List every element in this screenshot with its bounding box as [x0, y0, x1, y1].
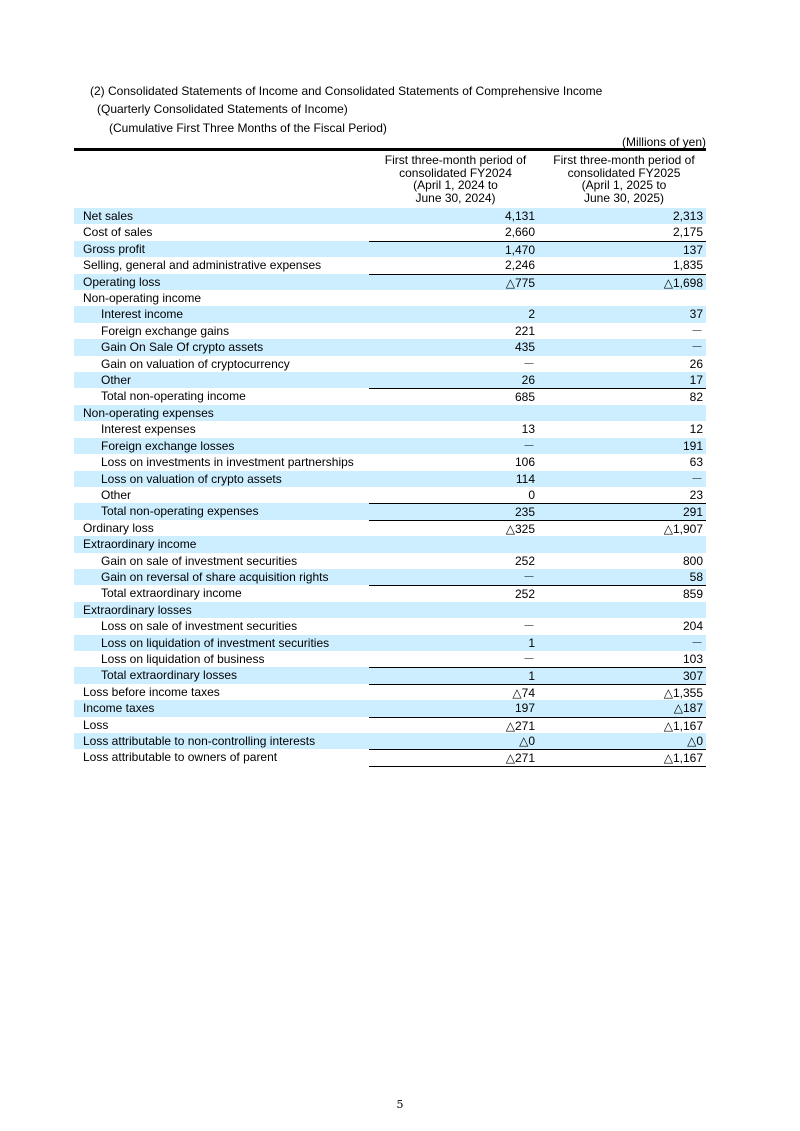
value-fy2025: 204 — [682, 619, 703, 634]
value-fy2024: △271 — [369, 749, 542, 765]
row-label: Foreign exchange losses — [101, 438, 235, 453]
table-row — [74, 503, 706, 519]
row-label: Total non-operating expenses — [101, 504, 259, 519]
row-label: Cost of sales — [83, 225, 153, 240]
value-fy2025: 82 — [542, 388, 706, 404]
value-fy2025: 859 — [542, 585, 706, 601]
value-fy2024: △325 — [369, 520, 542, 536]
row-label: Gain on valuation of cryptocurrency — [101, 356, 290, 371]
table-row — [74, 372, 706, 388]
value-fy2024: － — [522, 438, 535, 453]
table-row — [74, 749, 706, 765]
income-statement-table — [74, 148, 706, 766]
table-row — [74, 224, 706, 240]
table-row — [74, 257, 706, 273]
row-label: Other — [101, 487, 132, 502]
table-body — [74, 208, 706, 766]
value-fy2025: 1,835 — [672, 258, 703, 273]
value-fy2024: △271 — [369, 717, 542, 733]
table-row — [74, 438, 706, 454]
value-fy2024: 13 — [521, 422, 535, 437]
row-label: Loss on liquidation of business — [101, 651, 265, 666]
row-label: Net sales — [83, 209, 134, 223]
table-row — [74, 241, 706, 257]
value-fy2024 — [369, 290, 542, 306]
table-row — [74, 454, 706, 470]
table-row — [74, 553, 706, 569]
value-fy2024: － — [522, 569, 535, 584]
value-fy2024: 114 — [515, 471, 535, 486]
row-label: Operating loss — [83, 274, 161, 289]
value-fy2025: 17 — [689, 373, 703, 388]
value-fy2025: 37 — [689, 307, 703, 322]
value-fy2025: 58 — [689, 569, 703, 584]
value-fy2025: 26 — [689, 356, 703, 371]
row-label: Non-operating expenses — [83, 405, 214, 420]
value-fy2024: － — [522, 356, 535, 371]
table-row — [74, 700, 706, 716]
row-label: Extraordinary losses — [83, 602, 192, 617]
value-fy2024: 685 — [369, 388, 542, 404]
value-fy2024: 235 — [369, 503, 542, 519]
value-fy2025: 800 — [682, 553, 703, 568]
value-fy2025: △1,355 — [542, 684, 706, 700]
row-label: Loss on investments in investment partnerships — [101, 455, 354, 470]
value-fy2024: 26 — [521, 373, 535, 388]
value-fy2025: － — [690, 471, 703, 486]
statement-subtitle: (Quarterly Consolidated Statements of Income) — [97, 102, 348, 116]
row-label: Other — [101, 373, 132, 388]
page-number: 5 — [396, 1098, 404, 1111]
value-fy2025: 307 — [542, 667, 706, 683]
table-row — [74, 520, 706, 536]
table-row — [74, 536, 706, 552]
table-row — [74, 306, 706, 322]
table-row — [74, 388, 706, 404]
value-fy2024 — [369, 536, 542, 552]
table-row — [74, 684, 706, 700]
table-row — [74, 356, 706, 372]
table-row — [74, 290, 706, 306]
value-fy2025: △1,167 — [542, 717, 706, 733]
row-label: Gain on reversal of share acquisition rights — [101, 569, 329, 584]
value-fy2024: － — [522, 651, 535, 666]
value-fy2024: 2,246 — [504, 258, 535, 273]
table-header — [74, 151, 706, 208]
row-label: Loss attributable to owners of parent — [83, 750, 278, 765]
value-fy2025: 2,175 — [672, 225, 703, 240]
value-fy2024: 221 — [514, 323, 535, 338]
row-label: Non-operating income — [83, 291, 202, 306]
row-label: Loss attributable to non-controlling interests — [83, 734, 316, 748]
row-label: Loss on valuation of crypto assets — [101, 471, 282, 486]
row-label: Extraordinary income — [83, 537, 197, 552]
row-label: Loss on liquidation of investment securities — [101, 635, 330, 650]
row-label: Ordinary loss — [83, 520, 154, 535]
row-label: Income taxes — [83, 701, 155, 716]
value-fy2025 — [542, 405, 706, 421]
table-row — [74, 651, 706, 667]
table-bottom-rule — [369, 766, 706, 767]
value-fy2024: 252 — [369, 585, 542, 601]
row-label: Loss on sale of investment securities — [101, 619, 298, 634]
row-label: Gain on sale of investment securities — [101, 553, 298, 568]
value-fy2025: △1,167 — [542, 749, 706, 765]
value-fy2024: 1 — [369, 667, 542, 683]
value-fy2025: 23 — [689, 487, 703, 502]
period-caption: (Cumulative First Three Months of the Fiscal Period) — [109, 121, 387, 135]
value-fy2024: 197 — [514, 701, 535, 716]
value-fy2024: 1,470 — [369, 241, 542, 257]
row-label: Total extraordinary income — [101, 586, 242, 601]
value-fy2024: 252 — [514, 553, 535, 568]
value-fy2024: 1 — [528, 635, 535, 650]
value-fy2024: － — [522, 619, 535, 634]
table-row — [74, 602, 706, 618]
table-row — [74, 421, 706, 437]
value-fy2025: 291 — [542, 503, 706, 519]
statement-title: (2) Consolidated Statements of Income and Consolidated Statements of Comprehensive Income — [90, 84, 603, 98]
row-label: Total non-operating income — [101, 389, 246, 404]
value-fy2024 — [369, 405, 542, 421]
value-fy2025: － — [690, 323, 703, 338]
row-label: Loss before income taxes — [83, 684, 220, 699]
value-fy2025: － — [690, 635, 703, 650]
value-fy2024: △775 — [369, 274, 542, 290]
value-fy2024: 4,131 — [504, 209, 535, 223]
table-row — [74, 487, 706, 503]
value-fy2025: 191 — [682, 438, 703, 453]
value-fy2025: △1,907 — [542, 520, 706, 536]
value-fy2025 — [542, 536, 706, 552]
row-label: Selling, general and administrative expenses — [83, 258, 322, 273]
value-fy2025: 2,313 — [672, 209, 703, 223]
row-label: Interest expenses — [101, 422, 196, 437]
table-row — [74, 323, 706, 339]
table-row — [74, 405, 706, 421]
column-header-fy2025: First three-month period of consolidated FY2025 (April 1, 2025 to June 30, 2025) — [553, 153, 695, 205]
value-fy2024: △0 — [519, 734, 535, 748]
table-row — [74, 471, 706, 487]
value-fy2024: 106 — [514, 455, 535, 470]
table-row — [74, 733, 706, 749]
value-fy2025: 137 — [542, 241, 706, 257]
row-label: Gain On Sale Of crypto assets — [101, 340, 264, 355]
value-fy2025: － — [690, 340, 703, 355]
row-label: Gross profit — [83, 241, 146, 256]
row-label: Foreign exchange gains — [101, 323, 230, 338]
value-fy2024: 2,660 — [504, 225, 535, 240]
value-fy2025: 12 — [689, 422, 703, 437]
column-header-fy2024: First three-month period of consolidated FY2024 (April 1, 2024 to June 30, 2024) — [384, 153, 527, 205]
value-fy2024: 2 — [528, 307, 535, 322]
table-row — [74, 585, 706, 601]
table-row — [74, 569, 706, 585]
value-fy2025: 63 — [689, 455, 703, 470]
value-fy2025: 103 — [682, 651, 703, 666]
table-row — [74, 635, 706, 651]
row-label: Interest income — [101, 307, 184, 322]
value-fy2024 — [369, 602, 542, 618]
value-fy2025: △187 — [673, 701, 703, 716]
table-row — [74, 667, 706, 683]
table-row — [74, 339, 706, 355]
header-blank — [74, 151, 369, 208]
row-label: Loss — [83, 717, 109, 732]
value-fy2024: 435 — [514, 340, 535, 355]
table-row — [74, 618, 706, 634]
value-fy2025: △0 — [687, 734, 703, 748]
value-fy2024: 0 — [528, 487, 535, 502]
unit-label: (Millions of yen) — [621, 135, 706, 149]
table-row — [74, 274, 706, 290]
table-row — [74, 208, 706, 224]
table-row — [74, 717, 706, 733]
value-fy2025 — [542, 602, 706, 618]
value-fy2024: △74 — [369, 684, 542, 700]
value-fy2025 — [542, 290, 706, 306]
row-label: Total extraordinary losses — [101, 668, 238, 683]
value-fy2025: △1,698 — [542, 274, 706, 290]
